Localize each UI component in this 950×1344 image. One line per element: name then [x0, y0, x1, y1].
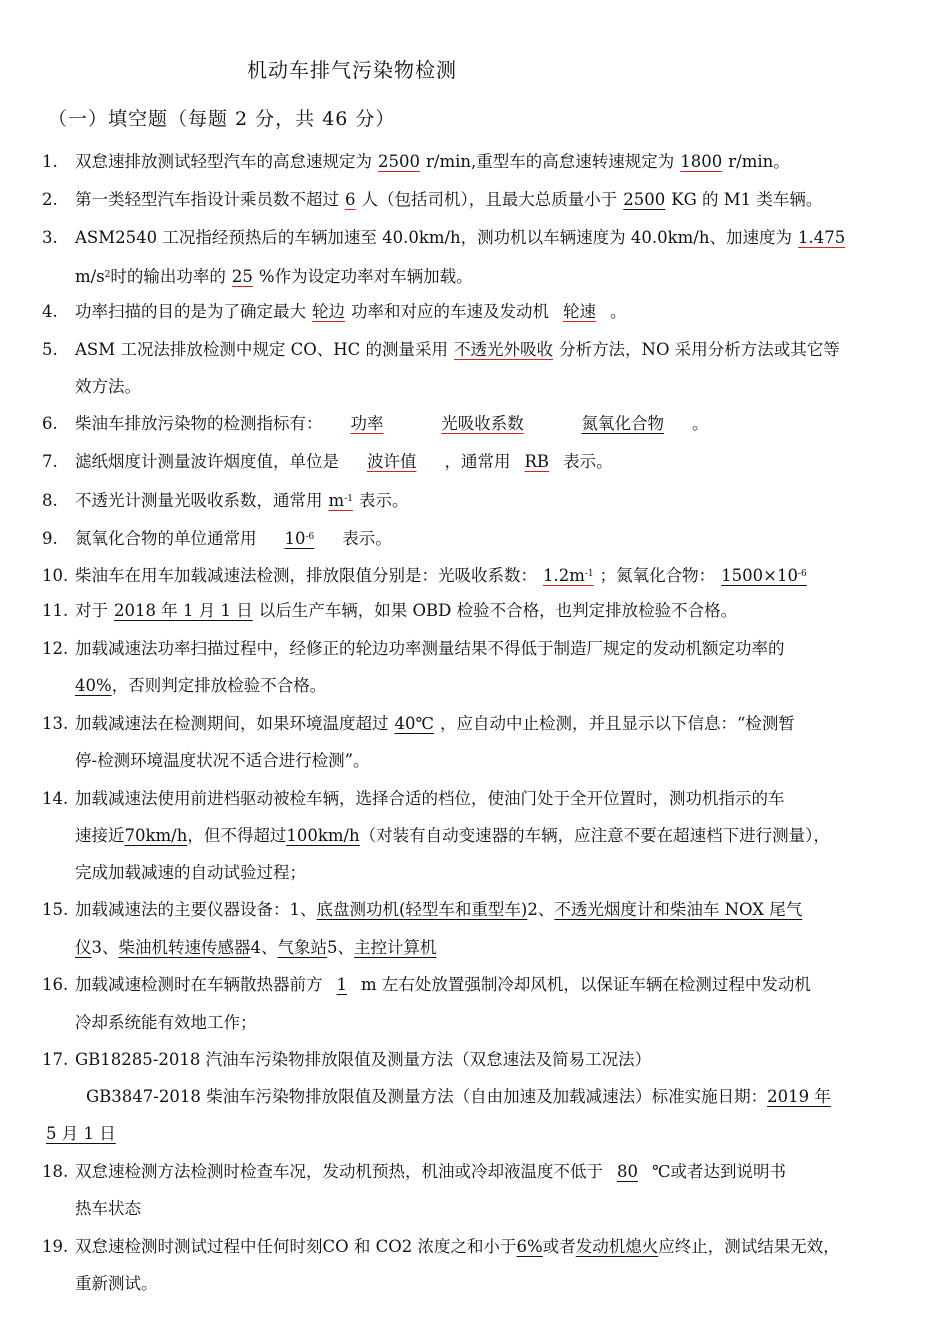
question-text: 或者	[542, 1237, 576, 1256]
question-text: 加载减速法功率扫描过程中，经修正的轮边功率测量结果不得低于制造厂规定的发动机额定功率的	[75, 639, 785, 658]
answer-blank: 10	[284, 529, 306, 548]
question-14-continued	[75, 817, 830, 855]
question-text: 速接近	[75, 826, 125, 845]
question-18-continued	[75, 1190, 141, 1228]
question-2	[42, 181, 910, 219]
question-number: 1.	[42, 152, 58, 171]
question-text: ASM 工况法排放检测中规定 CO、HC 的测量采用	[75, 340, 449, 359]
question-text: 双怠速排放测试轻型汽车的高怠速规定为	[75, 152, 372, 171]
question-text: ℃或者达到说明书	[652, 1162, 786, 1181]
answer-blank: 功率	[350, 414, 384, 433]
question-text: 2、	[527, 900, 555, 919]
question-text: 分析方法，NO 采用分析方法或其它等	[559, 340, 840, 359]
question-8	[42, 480, 910, 520]
answer-blank: 2500	[623, 190, 666, 209]
question-number: 17.	[42, 1050, 69, 1069]
superscript: 2	[104, 270, 111, 280]
question-number: 16.	[42, 975, 69, 994]
answer-blank: 100km/h	[286, 826, 360, 845]
answer-blank: 40%	[75, 676, 112, 695]
question-text: 重新测试。	[75, 1274, 158, 1293]
question-16-continued	[75, 1004, 257, 1042]
answer-blank: 1	[336, 975, 347, 994]
question-text: ；氮氧化合物：	[599, 566, 716, 585]
question-number: 4.	[42, 302, 58, 321]
question-16	[42, 966, 910, 1004]
question-number: 5.	[42, 340, 58, 359]
question-text: ，应自动中止检测，并且显示以下信息：“检测暂	[439, 714, 795, 733]
question-text: 时的输出功率的	[110, 267, 226, 286]
question-number: 14.	[42, 789, 69, 808]
question-text: 应终止，测试结果无效，	[658, 1237, 840, 1256]
question-number: 3.	[42, 228, 58, 247]
question-text: 对于	[75, 601, 108, 620]
question-text: 表示。	[563, 452, 613, 471]
answer-blank: 不透光外吸收	[454, 340, 554, 359]
question-text: 以后生产车辆，如果 OBD 检验不合格，也判定排放检验不合格。	[258, 601, 738, 620]
answer-blank: 轮边	[312, 302, 345, 321]
superscript: -1	[584, 569, 594, 579]
question-text: 4、	[250, 938, 278, 957]
answer-blank: 6	[345, 190, 356, 209]
question-17	[42, 1041, 910, 1079]
question-6	[42, 405, 910, 443]
question-3-continued	[75, 256, 473, 296]
page-title: 机动车排气污染物检测	[247, 58, 457, 82]
question-text: 5、	[327, 938, 354, 957]
question-text: ，但不得超过	[187, 826, 287, 845]
answer-blank: 气象站	[277, 938, 327, 957]
question-text: 。	[692, 414, 709, 433]
answer-blank: 轮速	[563, 302, 596, 321]
section-heading: （一）填空题（每题 2 分，共 46 分）	[48, 108, 396, 130]
question-number: 6.	[42, 414, 58, 433]
question-text: 柴油车在用车加载减速法检测，排放限值分别是：光吸收系数：	[75, 566, 537, 585]
answer-blank: 70km/h	[124, 826, 188, 845]
question-text: m 左右处放置强制冷却风机，以保证车辆在检测过程中发动机	[361, 975, 811, 994]
question-5-continued	[75, 368, 141, 406]
question-text: 双怠速检测方法检测时检查车况，发动机预热，机油或冷却液温度不低于	[75, 1162, 603, 1181]
answer-blank: 底盘测功机(轻型车和重型车)	[316, 900, 528, 919]
answer-blank: RB	[524, 452, 550, 471]
question-number: 8.	[42, 491, 58, 510]
answer-blank: 发动机熄火	[575, 1237, 659, 1256]
answer-blank: 1.2m	[543, 566, 585, 585]
question-19	[42, 1228, 910, 1266]
question-text: 加载减速法的主要仪器设备：1、	[75, 900, 317, 919]
answer-blank: 2019 年	[767, 1087, 831, 1106]
question-text: ，通常用	[444, 452, 511, 471]
question-number: 15.	[42, 900, 69, 919]
question-17-continued	[46, 1115, 116, 1153]
question-number: 13.	[42, 714, 69, 733]
answer-blank: 1800	[680, 152, 723, 171]
question-13-continued	[75, 742, 370, 780]
question-text: ASM2540 工况指经预热后的车辆加速至 40.0km/h，测功机以车辆速度为 40.0km/h、加速度为	[75, 228, 792, 247]
question-text: 加载减速检测时在车辆散热器前方	[75, 975, 323, 994]
answer-blank: 氮氧化合物	[581, 414, 664, 433]
question-text: 停-检测环境温度状况不适合进行检测”。	[75, 751, 370, 770]
question-1	[42, 143, 910, 181]
question-text: 冷却系统能有效地工作；	[75, 1013, 257, 1032]
superscript: -6	[305, 532, 315, 542]
question-number: 18.	[42, 1162, 69, 1181]
question-text: ，否则判定排放检验不合格。	[111, 676, 327, 695]
question-text: r/min。	[728, 152, 790, 171]
question-number: 11.	[42, 601, 69, 620]
question-text: KG 的 M1 类车辆。	[671, 190, 823, 209]
question-15	[42, 891, 910, 929]
question-text: GB3847-2018 柴油车污染物排放限值及测量方法（自由加速及加载减速法）标准实施日期：	[86, 1087, 768, 1106]
question-text: 表示。	[342, 529, 392, 548]
question-number: 19.	[42, 1237, 69, 1256]
question-9	[42, 518, 910, 558]
question-text: 人（包括司机），且最大总质量小于	[361, 190, 618, 209]
question-text: 热车状态	[75, 1199, 141, 1218]
question-text: 滤纸烟度计测量波许烟度值，单位是	[75, 452, 339, 471]
question-14-continued	[75, 854, 306, 892]
answer-blank: 1500×10	[721, 566, 798, 585]
answer-blank: 6%	[516, 1237, 543, 1256]
question-10	[42, 555, 910, 595]
question-5	[42, 331, 910, 369]
question-12	[42, 630, 910, 668]
question-text: 表示。	[358, 491, 409, 510]
question-17-continued	[86, 1078, 831, 1116]
question-15-continued	[75, 929, 437, 967]
question-text: m/s	[75, 267, 105, 286]
question-number: 7.	[42, 452, 58, 471]
question-text: 。	[610, 302, 627, 321]
question-text: 柴油车排放污染物的检测指标有：	[75, 414, 323, 433]
question-text: 加载减速法在检测期间，如果环境温度超过	[75, 714, 389, 733]
question-text: 氮氧化合物的单位通常用	[75, 529, 257, 548]
question-19-continued	[75, 1265, 158, 1303]
answer-blank: 2018 年 1 月 1 日	[114, 601, 253, 620]
question-18	[42, 1153, 910, 1191]
question-text: 第一类轻型汽车指设计乘员数不超过	[75, 190, 339, 209]
question-text: （对装有自动变速器的车辆，应注意不要在超速档下进行测量），	[359, 826, 830, 845]
answer-blank: 1.475	[797, 228, 846, 247]
answer-blank: 2500	[378, 152, 420, 171]
answer-blank: 主控计算机	[354, 938, 437, 957]
question-text: 不透光计测量光吸收系数，通常用	[75, 491, 323, 510]
question-3	[42, 219, 910, 257]
question-text: 完成加载减速的自动试验过程；	[75, 863, 306, 882]
answer-blank: 40℃	[394, 714, 434, 733]
question-14	[42, 780, 910, 818]
question-text: 加载减速法使用前进档驱动被检车辆，选择合适的档位，使油门处于全开位置时，测功机指示的车	[75, 789, 785, 808]
question-text: %作为设定功率对车辆加载。	[258, 267, 473, 286]
answer-blank: 光吸收系数	[441, 414, 524, 433]
answer-blank: m	[328, 491, 345, 510]
question-text: 效方法。	[75, 377, 141, 396]
question-4	[42, 293, 910, 331]
question-13	[42, 705, 910, 743]
question-number: 12.	[42, 639, 69, 658]
question-text: 双怠速检测时测试过程中任何时刻CO 和 CO2 浓度之和小于	[75, 1237, 517, 1256]
question-text: 3、	[91, 938, 119, 957]
answer-blank: 波许值	[367, 452, 417, 471]
question-number: 10.	[42, 566, 69, 585]
answer-blank: 80	[617, 1162, 638, 1181]
question-12-continued	[75, 667, 326, 705]
answer-blank: 5 月 1 日	[46, 1124, 116, 1143]
superscript: -1	[344, 494, 353, 504]
question-text: 功率和对应的车速及发动机	[351, 302, 549, 321]
question-text: r/min,重型车的高怠速转速规定为	[426, 152, 675, 171]
question-text: 功率扫描的目的是为了确定最大	[75, 302, 306, 321]
answer-blank: 柴油机转速传感器	[118, 938, 251, 957]
question-7	[42, 443, 910, 481]
question-11	[42, 592, 910, 630]
answer-blank: 不透光烟度计和柴油车 NOX 尾气	[554, 900, 803, 919]
answer-blank: 仪	[75, 938, 92, 957]
answer-blank: 25	[231, 267, 253, 286]
superscript: -6	[797, 569, 807, 579]
question-number: 9.	[42, 529, 58, 548]
question-text: GB18285-2018 汽油车污染物排放限值及测量方法（双怠速法及简易工况法）	[75, 1050, 652, 1069]
question-number: 2.	[42, 190, 58, 209]
